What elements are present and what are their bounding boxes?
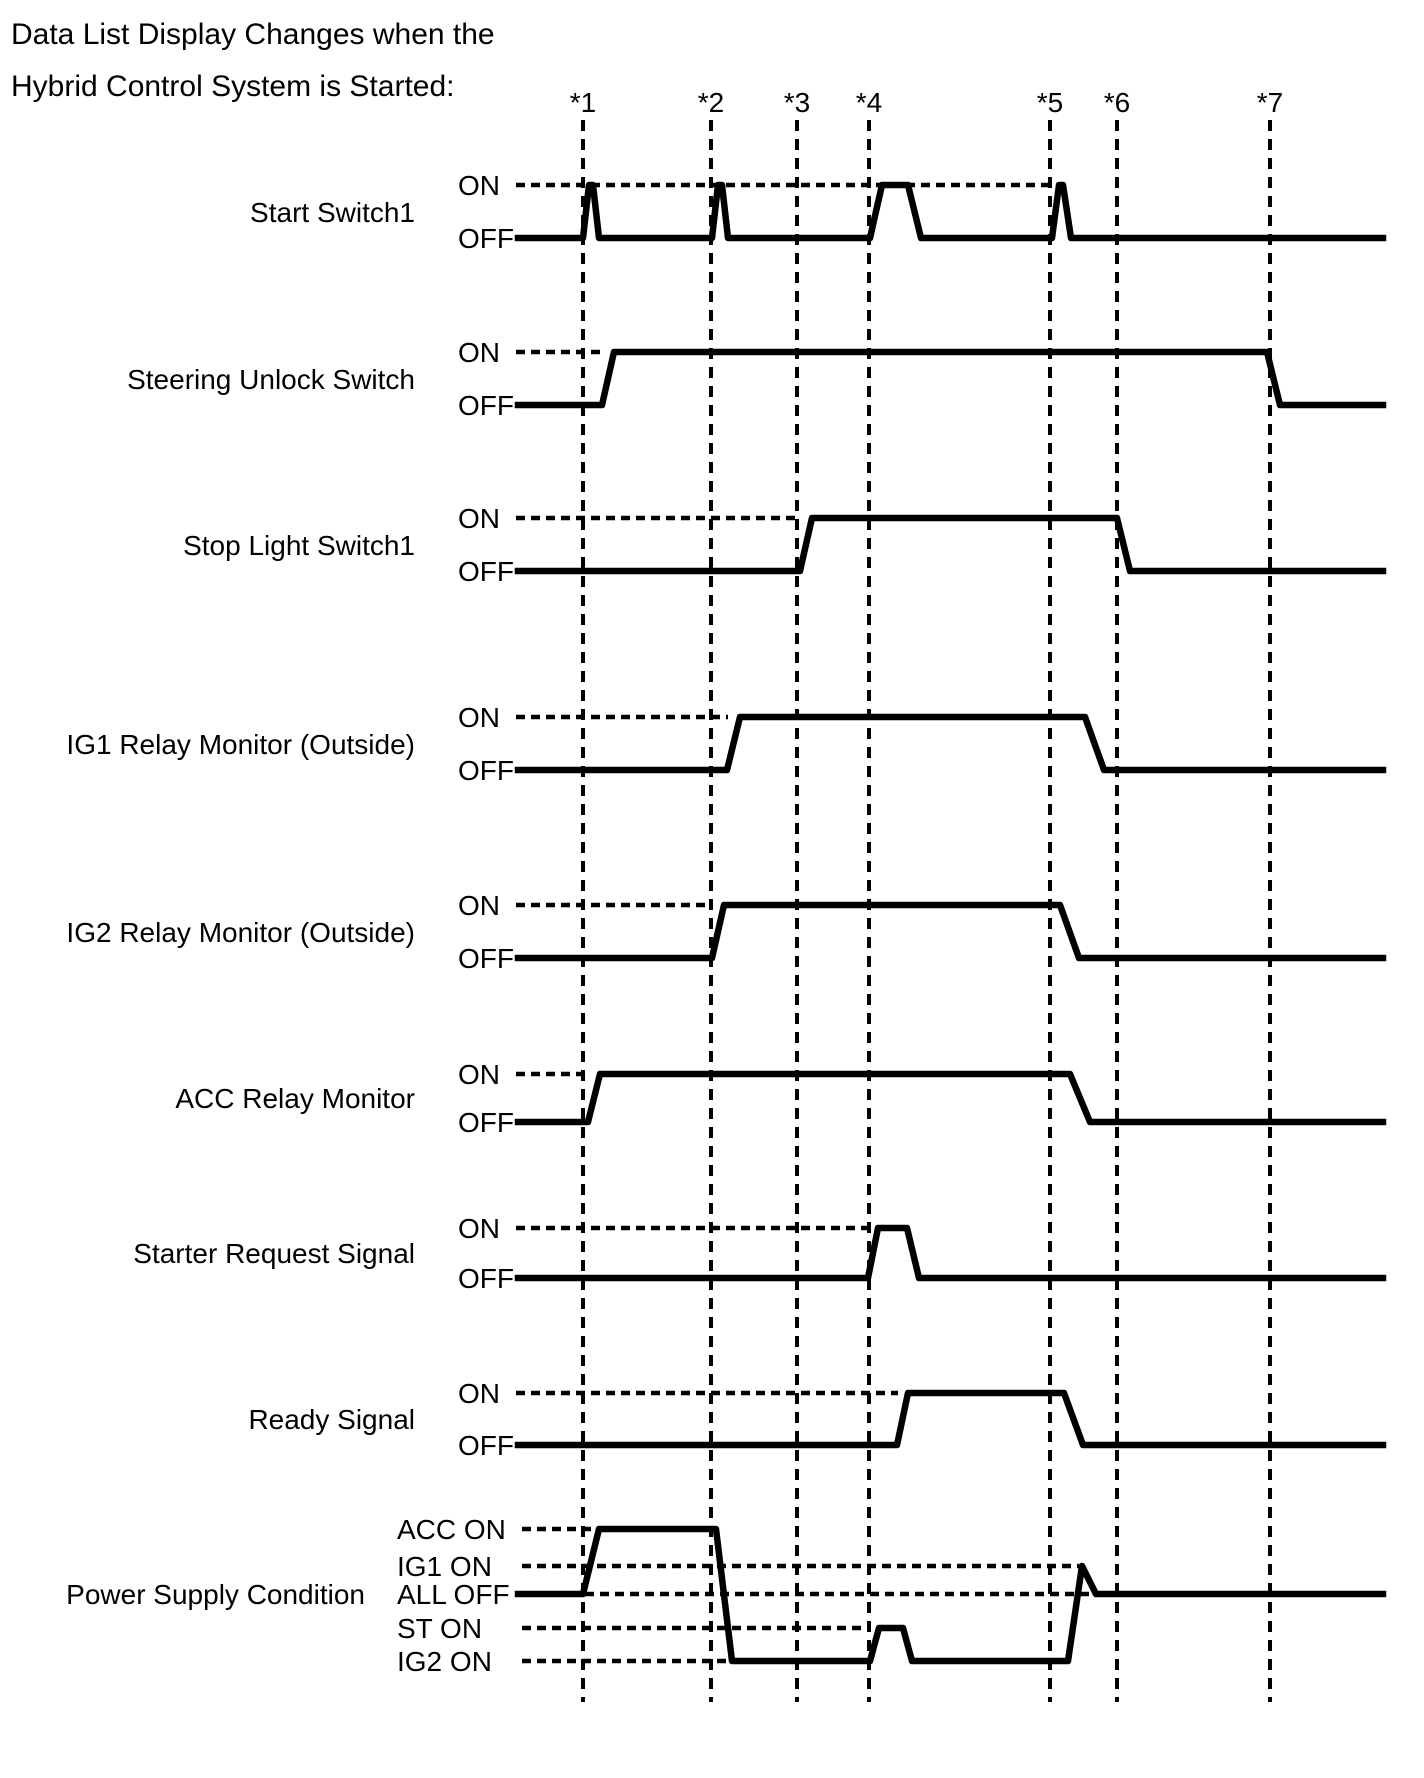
- level-label-ig2-relay-monitor-outside-off: OFF: [458, 943, 514, 974]
- level-label-power-supply-condition-acc-on: ACC ON: [397, 1514, 506, 1545]
- marker-label-4: *4: [855, 87, 883, 118]
- row-label-ig2-relay-monitor-outside: IG2 Relay Monitor (Outside): [66, 917, 415, 948]
- waveform-ig1-relay-monitor-outside: [518, 717, 1383, 770]
- marker-label-5: *5: [1036, 87, 1064, 118]
- level-label-ready-signal-on: ON: [458, 1378, 500, 1409]
- row-label-starter-request-signal: Starter Request Signal: [133, 1238, 415, 1269]
- waveform-acc-relay-monitor: [518, 1074, 1383, 1122]
- row-label-steering-unlock-switch: Steering Unlock Switch: [127, 364, 415, 395]
- level-label-stop-light-switch1-off: OFF: [458, 556, 514, 587]
- marker-label-7: *7: [1256, 87, 1284, 118]
- level-label-acc-relay-monitor-off: OFF: [458, 1107, 514, 1138]
- row-label-power-supply-condition: Power Supply Condition: [66, 1579, 365, 1610]
- level-label-ready-signal-off: OFF: [458, 1430, 514, 1461]
- row-label-acc-relay-monitor: ACC Relay Monitor: [175, 1083, 415, 1114]
- level-label-start-switch1-on: ON: [458, 170, 500, 201]
- marker-label-3: *3: [783, 87, 811, 118]
- level-label-stop-light-switch1-on: ON: [458, 503, 500, 534]
- level-label-power-supply-condition-ig2-on: IG2 ON: [397, 1646, 492, 1677]
- level-label-ig2-relay-monitor-outside-on: ON: [458, 890, 500, 921]
- level-label-acc-relay-monitor-on: ON: [458, 1059, 500, 1090]
- level-label-steering-unlock-switch-on: ON: [458, 337, 500, 368]
- level-label-power-supply-condition-ig1-on: IG1 ON: [397, 1551, 492, 1582]
- level-label-starter-request-signal-off: OFF: [458, 1263, 514, 1294]
- row-label-stop-light-switch1: Stop Light Switch1: [183, 530, 415, 561]
- marker-label-6: *6: [1103, 87, 1131, 118]
- row-label-ig1-relay-monitor-outside: IG1 Relay Monitor (Outside): [66, 729, 415, 760]
- level-label-start-switch1-off: OFF: [458, 223, 514, 254]
- level-label-power-supply-condition-all-off: ALL OFF: [397, 1579, 510, 1610]
- level-label-starter-request-signal-on: ON: [458, 1213, 500, 1244]
- waveform-ready-signal: [518, 1393, 1383, 1445]
- waveform-stop-light-switch1: [518, 518, 1383, 571]
- row-label-start-switch1: Start Switch1: [250, 197, 415, 228]
- level-label-power-supply-condition-st-on: ST ON: [397, 1613, 483, 1644]
- page-title-line-1: Data List Display Changes when the: [11, 18, 495, 51]
- waveform-steering-unlock-switch: [518, 352, 1383, 405]
- level-label-ig1-relay-monitor-outside-on: ON: [458, 702, 500, 733]
- waveform-ig2-relay-monitor-outside: [518, 905, 1383, 958]
- waveform-starter-request-signal: [518, 1228, 1383, 1278]
- page-title-line-2: Hybrid Control System is Started:: [11, 70, 455, 103]
- marker-label-1: *1: [569, 87, 597, 118]
- waveform-start-switch1: [518, 185, 1383, 238]
- row-label-ready-signal: Ready Signal: [248, 1404, 415, 1435]
- marker-label-2: *2: [697, 87, 725, 118]
- level-label-steering-unlock-switch-off: OFF: [458, 390, 514, 421]
- level-label-ig1-relay-monitor-outside-off: OFF: [458, 755, 514, 786]
